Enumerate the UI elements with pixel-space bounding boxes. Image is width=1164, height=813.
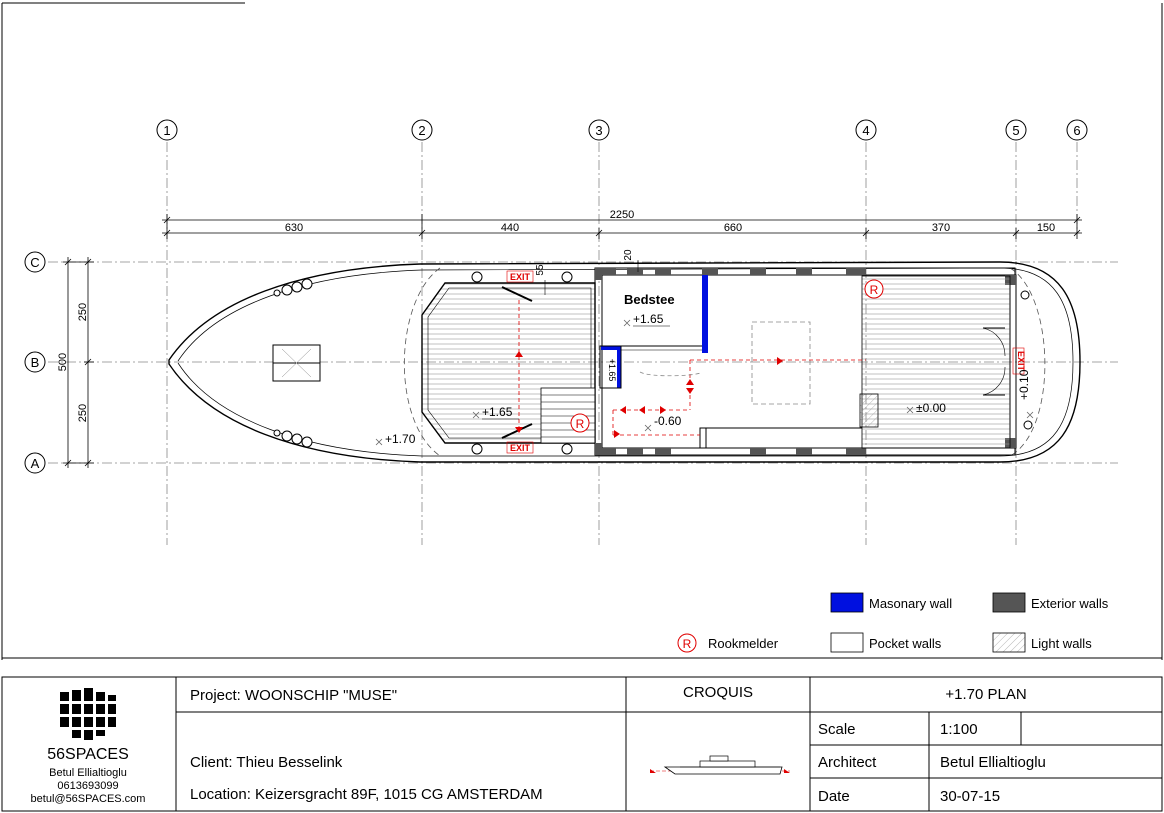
boat-side-view-thumbnail bbox=[650, 756, 790, 774]
date-value: 30-07-15 bbox=[940, 788, 1001, 805]
dim-side-250-bottom: 250 bbox=[77, 403, 89, 423]
project-location: Location: Keizersgracht 89F, 1015 CG AMSTERDAM bbox=[190, 786, 543, 803]
rookmelder-aft: R bbox=[869, 283, 879, 297]
company-info bbox=[31, 746, 146, 805]
date-label: Date bbox=[818, 788, 850, 805]
grid-label-1: 1 bbox=[163, 123, 171, 138]
legend bbox=[678, 593, 1109, 652]
level-small-vertical: +1.65 bbox=[607, 358, 617, 382]
dimension-texts-top bbox=[285, 209, 1055, 234]
dim-side-250-top: 250 bbox=[77, 302, 89, 322]
exit-label-front-bottom: EXIT bbox=[509, 443, 531, 453]
company-logo bbox=[60, 688, 116, 740]
croquis-label: CROQUIS bbox=[682, 684, 754, 701]
dim-370: 370 bbox=[931, 222, 951, 234]
dim-side-total: 500 bbox=[57, 352, 69, 372]
scale-value: 1:100 bbox=[940, 721, 978, 738]
grid-label-c: C bbox=[30, 255, 40, 270]
architect-value: Betul Ellialtioglu bbox=[940, 754, 1046, 771]
legend-light: Light walls bbox=[1031, 636, 1092, 651]
level-stair-down: -0.60 bbox=[654, 414, 682, 428]
legend-swatch-exterior bbox=[993, 593, 1025, 612]
legend-swatch-light bbox=[993, 633, 1025, 652]
architect-label: Architect bbox=[818, 754, 877, 771]
dim-55: 55 bbox=[535, 264, 546, 276]
legend-pocket: Pocket walls bbox=[869, 636, 942, 651]
legend-rookmelder-symbol: R bbox=[682, 637, 692, 651]
level-front-deck: +1.65 bbox=[482, 405, 513, 419]
dim-20: 20 bbox=[623, 249, 634, 261]
legend-masonary: Masonary wall bbox=[869, 596, 953, 611]
company-email: betul@56SPACES.com bbox=[30, 793, 146, 805]
scale-label: Scale bbox=[818, 721, 856, 738]
grid-label-b: B bbox=[30, 355, 40, 370]
company-phone: 0613693099 bbox=[57, 780, 119, 792]
dim-630: 630 bbox=[284, 222, 304, 234]
legend-swatch-pocket bbox=[831, 633, 863, 652]
masonary-wall-bedstee bbox=[702, 275, 708, 353]
grid-label-3: 3 bbox=[595, 123, 603, 138]
level-bow: +1.70 bbox=[385, 432, 416, 446]
project-title: Project: WOONSCHIP "MUSE" bbox=[190, 687, 398, 704]
plan-title: +1.70 PLAN bbox=[945, 686, 1027, 703]
dim-440: 440 bbox=[500, 222, 520, 234]
grid-label-6: 6 bbox=[1073, 123, 1081, 138]
exit-label-front-top: EXIT bbox=[509, 272, 531, 282]
grid-label-2: 2 bbox=[418, 123, 426, 138]
exit-label-aft: EXIT bbox=[1016, 350, 1026, 372]
rookmelder-front: R bbox=[575, 417, 585, 431]
legend-rookmelder: Rookmelder bbox=[708, 636, 779, 651]
client-name: Client: Thieu Besselink bbox=[190, 754, 343, 771]
grid-label-a: A bbox=[30, 456, 40, 471]
dim-150: 150 bbox=[1036, 222, 1056, 234]
legend-swatch-masonary bbox=[831, 593, 863, 612]
level-bedstee: +1.65 bbox=[633, 312, 664, 326]
dim-overall: 2250 bbox=[609, 209, 635, 221]
level-main: ±0.00 bbox=[916, 401, 946, 415]
level-aft: +0.10 bbox=[1017, 369, 1031, 400]
room-label-bedstee: Bedstee bbox=[624, 292, 675, 307]
dashed-curve bbox=[640, 372, 702, 376]
grid-label-4: 4 bbox=[862, 123, 870, 138]
company-name: 56SPACES bbox=[47, 746, 129, 763]
legend-exterior: Exterior walls bbox=[1031, 596, 1109, 611]
company-person: Betul Ellialtioglu bbox=[49, 767, 127, 779]
dim-660: 660 bbox=[723, 222, 743, 234]
grid-label-5: 5 bbox=[1012, 123, 1020, 138]
